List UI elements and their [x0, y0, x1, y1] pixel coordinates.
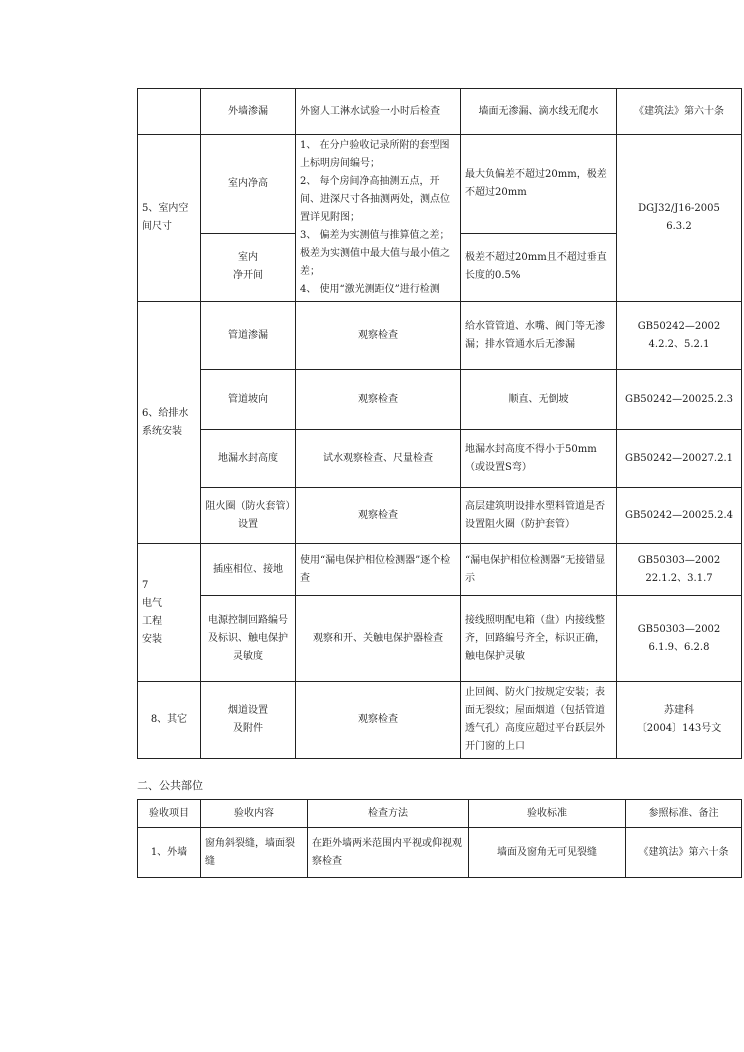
standard-cell: 接线照明配电箱（盘）内接线整齐，回路编号齐全，标识正确，触电保护灵敏	[461, 596, 617, 682]
standard-cell: 给水管管道、水嘴、阀门等无渗漏；排水管通水后无渗漏	[461, 302, 617, 370]
group-label-cell	[138, 89, 201, 135]
item-cell: 室内 净开间	[201, 233, 296, 301]
section-title-public-areas: 二、公共部位	[137, 779, 203, 792]
table-row	[138, 682, 742, 759]
reference-cell: GB50303—2002 6.1.9、6.2.8	[617, 596, 742, 682]
method-cell: 试水观察检查、尺量检查	[296, 430, 461, 488]
acceptance-table-household	[137, 88, 742, 759]
table-row	[138, 89, 742, 135]
group-label-electrical: 7 电气 工程 安装	[138, 544, 201, 682]
method-cell: 1、 在分户验收记录所附的套型图上标明房间编号； 2、 每个房间净高抽测五点，开间、进深尺寸各抽测两处，测点位置详见附图； 3、 偏差为实测值与推算值之差；极差为实测值中最大值与最小值之差； 4、 使用“激光测距仪”进行检测	[296, 135, 461, 302]
header-reference: 参照标准、备注	[626, 800, 742, 828]
group-label-plumbing: 6、给排水系统安装	[138, 302, 201, 544]
header-standard: 验收标准	[469, 800, 626, 828]
acceptance-table-public	[137, 799, 742, 878]
standard-cell: “漏电保护相位检测器”无接错显示	[461, 544, 617, 596]
method-cell: 观察检查	[296, 682, 461, 759]
table-row	[138, 596, 742, 682]
item-cell: 阻火圈（防火套管）设置	[201, 488, 296, 544]
method-cell: 使用“漏电保护相位检测器”逐个检查	[296, 544, 461, 596]
method-cell: 观察检查	[296, 302, 461, 370]
method-cell: 外窗人工淋水试验一小时后检查	[296, 89, 461, 135]
table-row	[138, 370, 742, 430]
table-header-row	[138, 800, 742, 828]
reference-cell: DGJ32/J16-2005 6.3.2	[617, 135, 742, 302]
method-cell: 在距外墙两米范围内平视或仰视观察检查	[308, 828, 469, 878]
reference-cell: GB50242—20027.2.1	[617, 430, 742, 488]
method-cell: 观察检查	[296, 370, 461, 430]
header-method: 检查方法	[308, 800, 469, 828]
standard-cell: 墙面无渗漏、滴水线无爬水	[461, 89, 617, 135]
item-cell: 电源控制回路编号及标识、触电保护灵敏度	[201, 596, 296, 682]
header-project: 验收项目	[138, 800, 201, 828]
item-cell: 地漏水封高度	[201, 430, 296, 488]
reference-cell: 《建筑法》第六十条	[617, 89, 742, 135]
content-cell: 窗角斜裂缝，墙面裂缝	[201, 828, 308, 878]
reference-cell: GB50242—20025.2.4	[617, 488, 742, 544]
standard-cell: 极差不超过20mm且不超过垂直长度的0.5%	[461, 233, 617, 301]
table-row	[138, 430, 742, 488]
project-cell: 1、外墙	[138, 828, 201, 878]
item-cell: 外墙渗漏	[201, 89, 296, 135]
table-row	[138, 828, 742, 878]
table-row	[138, 302, 742, 370]
reference-cell: GB50242—20025.2.3	[617, 370, 742, 430]
reference-cell: 《建筑法》第六十条	[626, 828, 742, 878]
table-row	[138, 544, 742, 596]
standard-cell: 墙面及窗角无可见裂缝	[469, 828, 626, 878]
standard-cell: 地漏水封高度不得小于50mm（或设置S弯）	[461, 430, 617, 488]
standard-cell: 高层建筑明设排水塑料管道是否设置阻火圈（防护套管）	[461, 488, 617, 544]
item-cell: 管道渗漏	[201, 302, 296, 370]
header-content: 验收内容	[201, 800, 308, 828]
reference-cell: GB50242—2002 4.2.2、5.2.1	[617, 302, 742, 370]
standard-cell: 止回阀、防火门按规定安装；表面无裂纹；屋面烟道（包括管道透气孔）高度应超过平台跃层外开门窗的上口	[461, 682, 617, 759]
item-cell: 管道坡向	[201, 370, 296, 430]
item-cell: 烟道设置 及附件	[201, 682, 296, 759]
method-cell: 观察和开、关触电保护器检查	[296, 596, 461, 682]
table-row	[138, 488, 742, 544]
reference-cell: 苏建科 〔2004〕143号文	[617, 682, 742, 759]
item-cell: 室内净高	[201, 135, 296, 234]
group-label-other: 8、其它	[138, 682, 201, 759]
standard-cell: 顺直、无倒坡	[461, 370, 617, 430]
method-cell: 观察检查	[296, 488, 461, 544]
item-cell: 插座相位、接地	[201, 544, 296, 596]
table-row	[138, 135, 742, 234]
standard-cell: 最大负偏差不超过20mm，极差不超过20mm	[461, 135, 617, 234]
group-label-indoor-size: 5、室内空间尺寸	[138, 135, 201, 302]
reference-cell: GB50303—2002 22.1.2、3.1.7	[617, 544, 742, 596]
